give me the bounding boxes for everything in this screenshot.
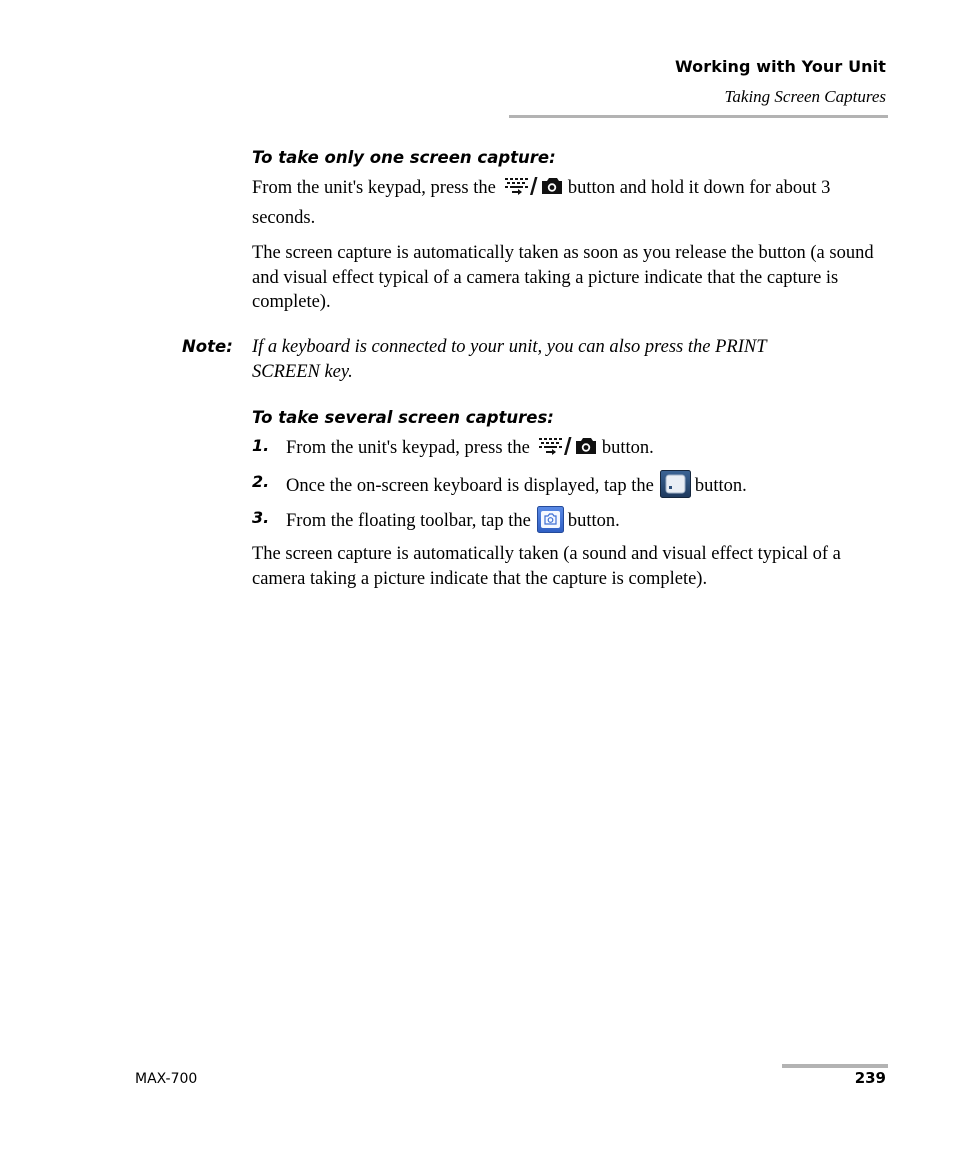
step-text-after: button. [601,438,654,458]
camera-capture-button-icon [537,506,564,541]
keyboard-camera-key-icon [536,434,598,466]
step-text-before: Once the on-screen keyboard is displayed, tap the [286,476,654,496]
step-text-after: button. [694,476,747,496]
procedure-title-several: To take several screen captures: [252,408,554,427]
header-rule [509,115,888,118]
steps-list [252,434,888,542]
note-label: Note: [182,337,233,356]
floating-toolbar-button-icon [660,470,691,506]
keyboard-camera-key-icon [502,174,564,206]
step-1 [252,434,888,470]
footer-rule [782,1064,888,1068]
running-header-section: Taking Screen Captures [724,87,886,106]
instruction-text-before: From the unit's keypad, press the [252,178,496,198]
single-capture-procedure [252,146,888,315]
step-text-before: From the floating toolbar, tap the [286,511,531,531]
step-number: 3. [252,508,270,527]
step-text-before: From the unit's keypad, press the [286,438,530,458]
procedure-title-single: To take only one screen capture: [252,148,556,167]
single-capture-instruction [252,174,888,230]
note-text: If a keyboard is connected to your unit, you can also press the PRINT SCREEN key. [252,337,767,382]
instruction-text-after: button and hold it down for about 3 seconds. [252,178,831,228]
several-captures-procedure [252,406,888,591]
step-number: 2. [252,472,270,491]
step-text-after: button. [567,511,620,531]
footer-model: MAX-700 [135,1071,198,1087]
running-header-chapter: Working with Your Unit [674,57,886,76]
single-capture-result: The screen capture is automatically taken as soon as you release the button (a sound and visual effect typical of a camera taking a picture indicate that the capture is complete). [252,243,874,312]
step-number: 1. [252,436,270,455]
step-3 [252,506,888,542]
step-2 [252,470,888,506]
page-number: 239 [854,1069,886,1087]
several-captures-result: The screen capture is automatically taken (a sound and visual effect typical of a camera taking a picture indicate that the capture is complete). [252,544,841,589]
